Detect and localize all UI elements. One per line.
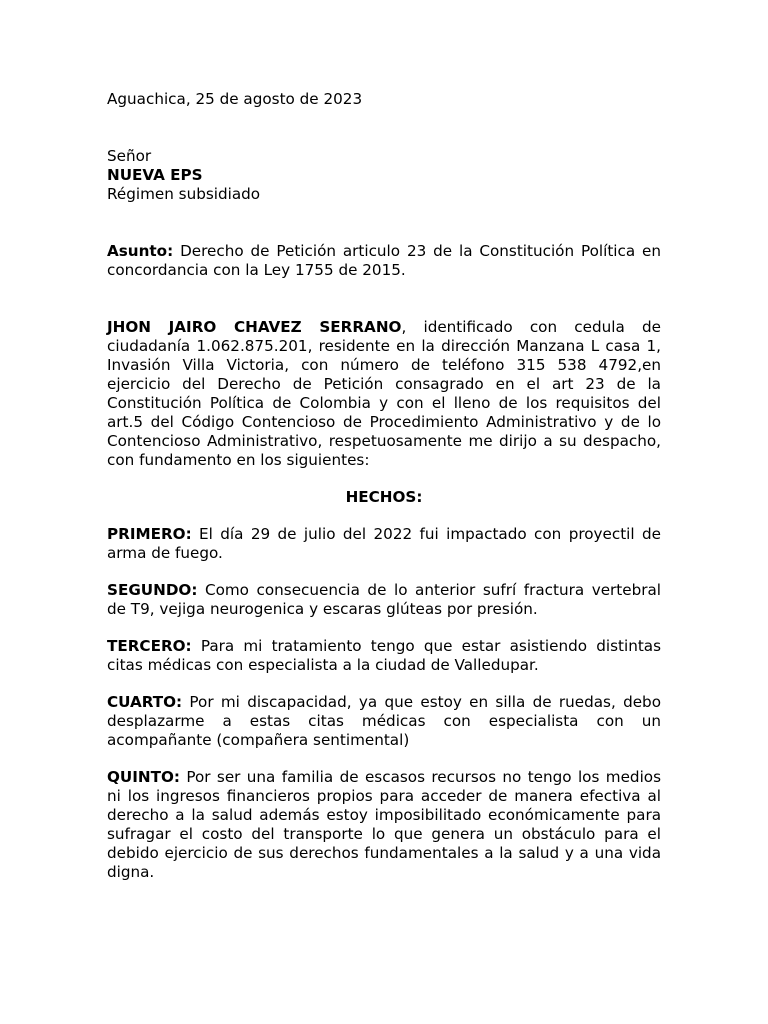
recipient-salutation: Señor bbox=[107, 147, 152, 165]
facts-heading: HECHOS: bbox=[345, 488, 423, 506]
fact-item-segundo bbox=[107, 581, 661, 619]
facts-list bbox=[107, 525, 661, 882]
fact-label: CUARTO: bbox=[107, 693, 183, 711]
recipient-regime: Régimen subsidiado bbox=[107, 185, 261, 203]
petitioner-text: , identificado con cedula de ciudadanía 1.062.875.201, residente en la dirección Manzana L casa 1, Invasión Villa Victoria, con número de teléfono 315 538 4792,en ejercicio del Derecho de Petición consagrado en el art 23 de la Constitución Política de Colombia y con el lleno de los requisitos del art.5 del Código Contencioso de Procedimiento Administrativo y de lo Contencioso Administrativo, respetuosamente me dirijo a su despacho, con fundamento en los siguientes: bbox=[107, 318, 661, 469]
place-date: Aguachica, 25 de agosto de 2023 bbox=[107, 90, 363, 108]
subject-text: Derecho de Petición articulo 23 de la Constitución Política en concordancia con la Ley 1755 de 2015. bbox=[107, 242, 661, 279]
recipient-block bbox=[107, 147, 661, 204]
fact-item-quinto bbox=[107, 768, 661, 882]
fact-text: Por mi discapacidad, ya que estoy en silla de ruedas, debo desplazarme a estas citas médicas con especialista con un acompañante (compañera sentimental) bbox=[107, 693, 661, 749]
fact-text: Para mi tratamiento tengo que estar asistiendo distintas citas médicas con especialista a la ciudad de Valledupar. bbox=[107, 637, 661, 674]
fact-label: PRIMERO: bbox=[107, 525, 192, 543]
fact-text: Como consecuencia de lo anterior sufrí fractura vertebral de T9, vejiga neurogenica y escaras glúteas por presión. bbox=[107, 581, 661, 618]
fact-label: QUINTO: bbox=[107, 768, 180, 786]
fact-item-tercero bbox=[107, 637, 661, 675]
fact-label: TERCERO: bbox=[107, 637, 192, 655]
subject-paragraph bbox=[107, 242, 661, 280]
petitioner-paragraph bbox=[107, 318, 661, 470]
recipient-name: NUEVA EPS bbox=[107, 166, 203, 184]
petitioner-name: JHON JAIRO CHAVEZ SERRANO bbox=[107, 318, 402, 336]
fact-item-primero bbox=[107, 525, 661, 563]
fact-item-cuarto bbox=[107, 693, 661, 750]
subject-label: Asunto: bbox=[107, 242, 174, 260]
fact-text: El día 29 de julio del 2022 fui impactado con proyectil de arma de fuego. bbox=[107, 525, 661, 562]
fact-label: SEGUNDO: bbox=[107, 581, 198, 599]
fact-text: Por ser una familia de escasos recursos no tengo los medios ni los ingresos financieros propios para acceder de manera efectiva al derecho a la salud además estoy imposibilitado económicamente para sufragar el costo del transporte lo que genera un obstáculo para el debido ejercicio de sus derechos fundamentales a la salud y a una vida digna. bbox=[107, 768, 661, 881]
